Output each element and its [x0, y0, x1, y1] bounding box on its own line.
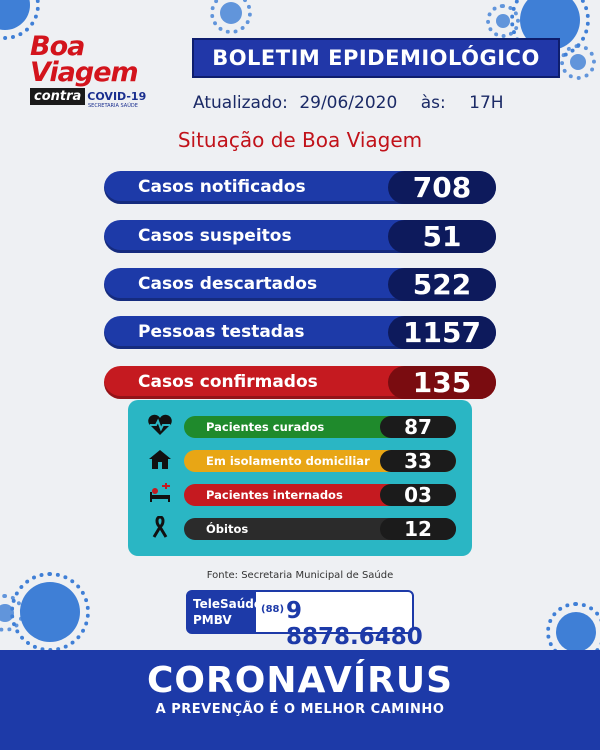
situation-title: Situação de Boa Viagem [177, 128, 423, 152]
row-label: Em isolamento domiciliar [206, 454, 370, 468]
source-note: Fonte: Secretaria Municipal de Saúde [206, 570, 394, 581]
logo-covid: COVID-19 [87, 90, 147, 103]
hospital-bed-icon [146, 482, 174, 506]
row-deaths [184, 518, 456, 540]
logo-contra: contra [30, 88, 85, 105]
telesaude-ddd: (88) [261, 604, 285, 615]
telesaude-number: 9 8878.6480 [286, 598, 423, 650]
virus-decoration-icon [0, 0, 30, 30]
row-hospitalized [184, 484, 456, 506]
stat-suspected [104, 220, 496, 253]
virus-decoration-icon [556, 612, 596, 652]
bulletin-title: BOLETIM EPIDEMIOLÓGICO [192, 38, 560, 78]
stat-value: 135 [388, 366, 496, 399]
row-value: 87 [380, 416, 456, 438]
row-label: Pacientes curados [206, 420, 325, 434]
updated-time: 17H [469, 93, 504, 113]
row-value: 12 [380, 518, 456, 540]
stat-value: 51 [388, 220, 496, 253]
stat-value: 1157 [388, 316, 496, 349]
heart-pulse-icon [146, 414, 174, 438]
footer-banner [0, 650, 600, 750]
stat-tested [104, 316, 496, 349]
stat-label: Casos notificados [138, 177, 306, 197]
virus-decoration-icon [570, 54, 586, 70]
house-icon [146, 448, 174, 472]
stat-discarded [104, 268, 496, 301]
stat-label: Casos suspeitos [138, 226, 292, 246]
footer-subtitle: A PREVENÇÃO É O MELHOR CAMINHO [155, 702, 445, 717]
logo-sub: SECRETARIA SAÚDE [88, 103, 138, 109]
boa-viagem-logo [30, 31, 150, 109]
stat-value: 708 [388, 171, 496, 204]
stat-value: 522 [388, 268, 496, 301]
virus-decoration-icon [220, 2, 242, 24]
virus-decoration-icon [0, 604, 14, 622]
stat-label: Casos confirmados [138, 372, 318, 392]
updated-label: Atualizado: [193, 93, 288, 113]
confirmed-breakdown-panel [128, 400, 472, 556]
telesaude-label [188, 592, 262, 632]
stat-notified [104, 171, 496, 204]
virus-decoration-icon [20, 582, 80, 642]
row-label: Óbitos [206, 522, 249, 536]
row-cured [184, 416, 456, 438]
row-value: 03 [380, 484, 456, 506]
virus-decoration-icon [496, 14, 510, 28]
logo-line1: Boa [30, 31, 85, 62]
telesaude-contact [186, 590, 423, 650]
logo-line2: Viagem [30, 57, 138, 88]
updated-date: 29/06/2020 [299, 93, 398, 113]
telesaude-label-line2: PMBV [193, 613, 232, 627]
row-label: Pacientes internados [206, 488, 343, 502]
row-isolation [184, 450, 456, 472]
stat-confirmed [104, 366, 496, 399]
mourning-ribbon-icon [146, 516, 174, 540]
time-label: às: [420, 93, 446, 113]
footer-title: CORONAVÍRUS [146, 660, 454, 701]
row-value: 33 [380, 450, 456, 472]
stat-label: Casos descartados [138, 274, 318, 294]
stat-label: Pessoas testadas [138, 322, 305, 342]
updated-line [193, 93, 510, 113]
telesaude-label-line1: TeleSaúde [193, 597, 262, 611]
